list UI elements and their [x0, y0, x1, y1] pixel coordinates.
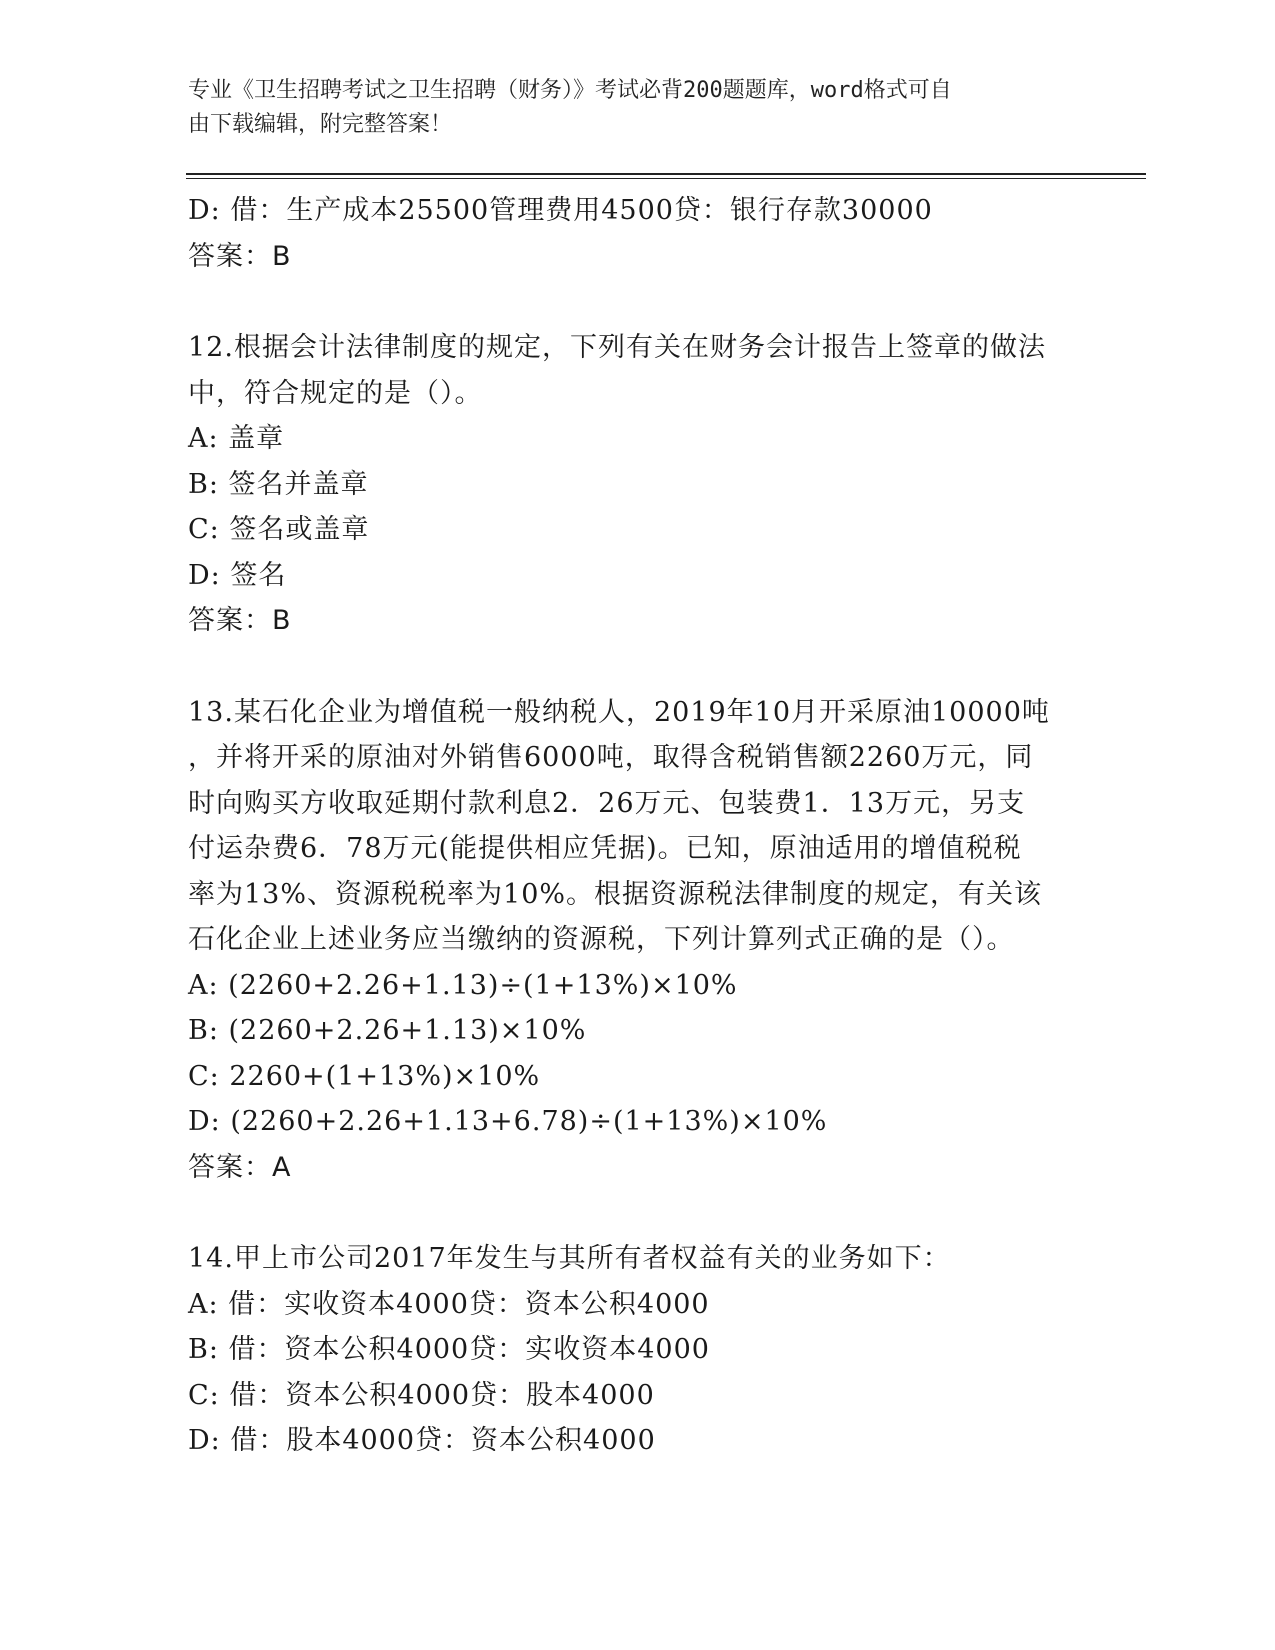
q13-answer: 答案：A [188, 1151, 292, 1183]
q12-answer: 答案：B [188, 605, 292, 636]
q14-option-a: A: 借：实收资本4000贷：资本公积4000 [188, 1288, 710, 1320]
q13-stem-line: 付运杂费6．78万元(能提供相应凭据)。已知，原油适用的增值税税 [188, 833, 1022, 864]
q12-option-b: B: 签名并盖章 [188, 468, 369, 500]
q12-stem-line: 中，符合规定的是（）。 [188, 377, 483, 409]
header-divider-thin [186, 178, 1146, 179]
q13-stem-line: ，并将开采的原油对外销售6000吨，取得含税销售额2260万元，同 [188, 742, 1034, 773]
q11-answer: 答案：B [188, 240, 292, 272]
q13-option-d: D: (2260+2.26+1.13+6.78)÷(1+13%)×10% [188, 1106, 828, 1137]
header-line-2: 由下载编辑，附完整答案！ [188, 112, 453, 137]
question-content [188, 188, 1088, 1464]
spacer [188, 1190, 1088, 1236]
header-divider-thick [186, 173, 1146, 175]
document-header [188, 74, 1068, 142]
q14-option-c: C: 借：资本公积4000贷：股本4000 [188, 1379, 655, 1411]
q14-option-d: D: 借：股本4000贷：资本公积4000 [188, 1425, 656, 1456]
q12-stem-line: 12.根据会计法律制度的规定，下列有关在财务会计报告上签章的做法 [188, 332, 1046, 363]
q12-option-d: D: 签名 [188, 559, 287, 591]
spacer [188, 279, 1088, 325]
question-12 [188, 325, 1088, 644]
q12-option-c: C: 签名或盖章 [188, 514, 370, 545]
q13-option-b: B: (2260+2.26+1.13)×10% [188, 1015, 587, 1046]
q11-option-d: D: 借：生产成本25500管理费用4500贷：银行存款30000 [188, 195, 933, 226]
q13-stem-line: 时向购买方收取延期付款利息2．26万元、包装费1．13万元，另支 [188, 787, 1026, 819]
q13-stem-line: 率为13%、资源税税率为10%。根据资源税法律制度的规定，有关该 [188, 878, 1043, 910]
q12-option-a: A: 盖章 [188, 423, 285, 454]
q13-stem-line: 石化企业上述业务应当缴纳的资源税，下列计算列式正确的是（）。 [188, 924, 1015, 955]
q13-stem-line: 13.某石化企业为增值税一般纳税人，2019年10月开采原油10000吨 [188, 696, 1050, 728]
q14-stem-line: 14.甲上市公司2017年发生与其所有者权益有关的业务如下： [188, 1243, 951, 1274]
spacer [188, 644, 1088, 690]
q13-option-c: C: 2260+(1+13%)×10% [188, 1060, 541, 1092]
q13-option-a: A: (2260+2.26+1.13)÷(1+13%)×10% [188, 969, 738, 1001]
question-13 [188, 690, 1088, 1191]
question-14 [188, 1236, 1088, 1464]
q14-option-b: B: 借：资本公积4000贷：实收资本4000 [188, 1334, 710, 1365]
header-line-1: 专业《卫生招聘考试之卫生招聘（财务）》考试必背200题题库，word格式可自 [188, 78, 952, 103]
